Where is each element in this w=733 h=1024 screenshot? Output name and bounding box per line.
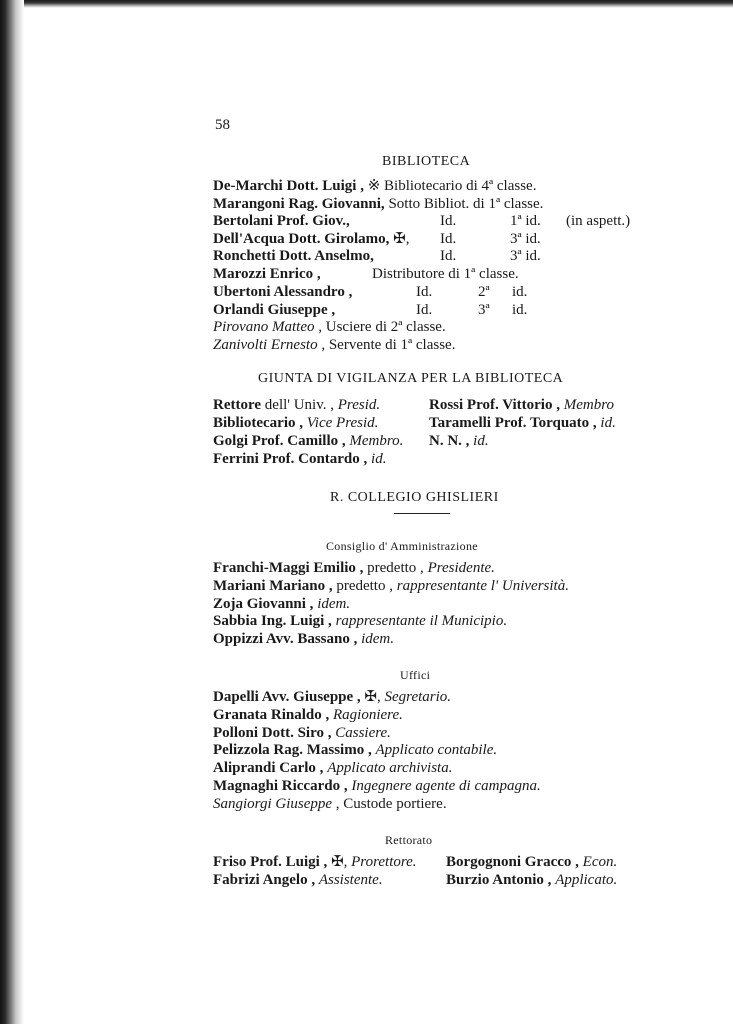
decoration-cross-icon: ✠, [393,231,410,247]
list-item: Aliprandi Carlo , Applicato archivista. [213,760,453,776]
list-item-role: 1ª id. [510,213,541,229]
list-item: De-Marchi Dott. Luigi , ※ Bibliotecario di 4ª classe. [213,178,537,194]
list-item-role: id. [512,302,528,318]
section-heading-collegio: R. COLLEGIO GHISLIERI [330,490,499,505]
list-item: Dell'Acqua Dott. Girolamo, ✠, [213,231,410,247]
list-item-note: (in aspett.) [566,213,631,229]
list-item: Marangoni Rag. Giovanni, Sotto Bibliot. di 1ª classe. [213,196,544,212]
list-item-role: 3ª id. [510,248,541,264]
decoration-cross-icon: ✠, [331,854,348,870]
list-item: Granata Rinaldo , Ragioniere. [213,707,403,723]
list-item: Zoja Giovanni , idem. [213,596,351,612]
page-number: 58 [215,117,230,133]
list-item-role: Id. [416,302,433,318]
list-item: Magnaghi Riccardo , Ingegnere agente di campagna. [213,778,541,794]
subsection-heading-rettorato: Rettorato [385,833,433,847]
list-item: Orlandi Giuseppe , [213,302,336,318]
list-item: Rettore dell' Univ. , Presid. [213,397,381,413]
list-item: Bibliotecario , Vice Presid. [213,415,379,431]
list-item: N. N. , id. [429,433,489,449]
list-item: Mariani Mariano , predetto , rappresentante l' Università. [213,578,569,594]
list-item-role: 3ª id. [510,231,541,247]
list-item-role: 3ª [478,302,490,318]
scan-top-edge [0,0,733,8]
list-item: Sabbia Ing. Luigi , rappresentante il Municipio. [213,613,508,629]
list-item: Dapelli Avv. Giuseppe , ✠, Segretario. [213,689,452,705]
list-item: Pirovano Matteo , Usciere di 2ª classe. [213,319,446,335]
list-item: Ronchetti Dott. Anselmo, [213,248,374,264]
list-item-role: Id. [440,213,457,229]
list-item: Rossi Prof. Vittorio , Membro [429,397,614,413]
list-item-role: Id. [440,248,457,264]
subsection-heading-uffici: Uffici [400,668,431,682]
list-item: Friso Prof. Luigi , ✠, Prorettore. [213,854,417,870]
decoration-cross-icon: ✠, [364,689,381,705]
list-item-role: Id. [440,231,457,247]
list-item: Sangiorgi Giuseppe , Custode portiere. [213,796,447,812]
list-item: Taramelli Prof. Torquato , id. [429,415,616,431]
list-item: Marozzi Enrico , [213,266,321,282]
subsection-heading-consiglio: Consiglio d' Amministrazione [326,539,478,553]
list-item: Burzio Antonio , Applicato. [446,872,618,888]
list-item: Franchi-Maggi Emilio , predetto , Presidente. [213,560,495,576]
list-item-role: Id. [416,284,433,300]
list-item: Pelizzola Rag. Massimo , Applicato contabile. [213,742,498,758]
scan-binding-edge [0,0,24,1024]
list-item-role: Distributore di 1ª classe. [372,266,519,282]
section-heading-giunta: GIUNTA DI VIGILANZA PER LA BIBLIOTECA [258,371,564,386]
section-divider [394,513,450,514]
list-item: Borgognoni Gracco , Econ. [446,854,618,870]
list-item: Golgi Prof. Camillo , Membro. [213,433,404,449]
section-heading-biblioteca: BIBLIOTECA [382,154,471,169]
list-item-role: id. [512,284,528,300]
list-item: Polloni Dott. Siro , Cassiere. [213,725,391,741]
list-item: Bertolani Prof. Giov., [213,213,350,229]
list-item: Oppizzi Avv. Bassano , idem. [213,631,395,647]
list-item-role: 2ª [478,284,490,300]
list-item: Ferrini Prof. Contardo , id. [213,451,387,467]
list-item: Ubertoni Alessandro , [213,284,353,300]
decoration-cross-icon: ※ [367,178,381,194]
list-item: Zanivolti Ernesto , Servente di 1ª classe. [213,337,456,353]
list-item: Fabrizi Angelo , Assistente. [213,872,383,888]
